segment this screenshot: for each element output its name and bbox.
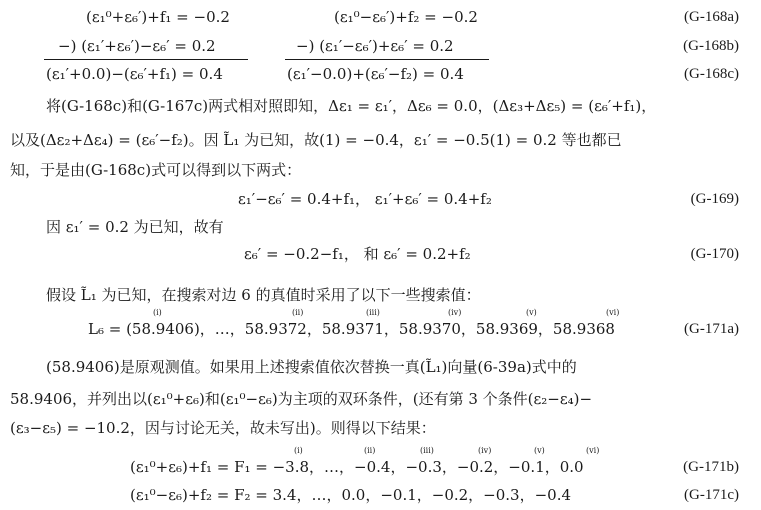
mark-ii: (ii) xyxy=(292,308,304,317)
mark-iv: (iv) xyxy=(448,308,462,317)
eq-171c: (ε₁⁰−ε₆)+f₂ = F₂ = 3.4，…，0.0，−0.1，−0.2，−0.3，−0.4 xyxy=(130,486,572,504)
eq-169-tag: (G-169) xyxy=(690,191,739,207)
eq-171a xyxy=(88,320,615,338)
paragraph-4-line-1: (58.9406)是原观测值。如果用上述搜索值依次替换一真(L̃₁)向量(6-39a)式中的 xyxy=(46,358,577,376)
eq-168a-tag: (G-168a) xyxy=(684,9,739,25)
eq-168c-left: (ε₁′+0.0)−(ε₆′+f₁) = 0.4 xyxy=(46,65,223,83)
mark-171b-iv: (iv) xyxy=(478,446,492,455)
eq-168b-right: −) (ε₁′−ε₆′)+ε₆′ = 0.2 xyxy=(296,37,454,55)
mark-i: (i) xyxy=(153,308,162,317)
paragraph-1-line-2: 以及(Δε₂+Δε₄) = (ε₆′−f₂)。因 L̃₁ 为已知，故(1) = −0.4，ε₁′ = −0.5(1) = 0.2 等也都已 xyxy=(10,131,622,149)
mark-171b-vi: (vi) xyxy=(586,446,600,455)
paragraph-1-line-3: 知，于是由(G-168c)式可以得到以下两式： xyxy=(10,161,302,179)
eq-168b-tag: (G-168b) xyxy=(683,38,739,54)
eq-171b-tag: (G-171b) xyxy=(683,459,739,475)
eq-168b-left: −) (ε₁′+ε₆′)−ε₆′ = 0.2 xyxy=(58,37,216,55)
eq-171a-values: L₆ = (58.9406)，…，58.9372，58.9371，58.9370，58.9369，58.9368 xyxy=(88,320,615,338)
eq-171c-tag: (G-171c) xyxy=(684,487,739,503)
mark-171b-v: (v) xyxy=(534,446,545,455)
subtraction-rule-left xyxy=(44,59,248,60)
eq-169: ε₁′−ε₆′ = 0.4+f₁， ε₁′+ε₆′ = 0.4+f₂ xyxy=(238,190,492,208)
eq-168c-right: (ε₁′−0.0)+(ε₆′−f₂) = 0.4 xyxy=(287,65,464,83)
eq-170: ε₆′ = −0.2−f₁， 和 ε₆′ = 0.2+f₂ xyxy=(244,245,471,263)
paragraph-4-line-2: 58.9406，并列出以(ε₁⁰+ε₆)和(ε₁⁰−ε₆)为主项的双环条件，(还有第 3 个条件(ε₂−ε₄)− xyxy=(10,390,593,408)
mark-171b-iii: (iii) xyxy=(420,446,434,455)
mark-171b-ii: (ii) xyxy=(364,446,376,455)
paragraph-2: 因 ε₁′ = 0.2 为已知，故有 xyxy=(46,218,224,236)
eq-170-tag: (G-170) xyxy=(690,246,739,262)
eq-171b: (ε₁⁰+ε₆)+f₁ = F₁ = −3.8，…，−0.4，−0.3，−0.2，−0.1，0.0 xyxy=(130,458,584,476)
eq-171a-tag: (G-171a) xyxy=(684,321,739,337)
paragraph-3: 假设 L̃₁ 为已知，在搜索对边 6 的真值时采用了以下一些搜索值： xyxy=(46,286,481,304)
mark-v: (v) xyxy=(526,308,537,317)
mark-vi: (vi) xyxy=(606,308,620,317)
eq-168a-right: (ε₁⁰−ε₆′)+f₂ = −0.2 xyxy=(334,8,478,26)
mark-iii: (iii) xyxy=(366,308,380,317)
eq-168c-tag: (G-168c) xyxy=(684,66,739,82)
mark-171b-i: (i) xyxy=(294,446,303,455)
eq-168a-left: (ε₁⁰+ε₆′)+f₁ = −0.2 xyxy=(86,8,230,26)
subtraction-rule-right xyxy=(285,59,489,60)
paragraph-4-line-3: (ε₃−ε₅) = −10.2，因与讨论无关，故未写出)。则得以下结果： xyxy=(10,419,436,437)
paragraph-1-line-1: 将(G-168c)和(G-167c)两式相对照即知，Δε₁ = ε₁′，Δε₆ = 0.0，(Δε₃+Δε₅) = (ε₆′+f₁)， xyxy=(46,97,657,115)
